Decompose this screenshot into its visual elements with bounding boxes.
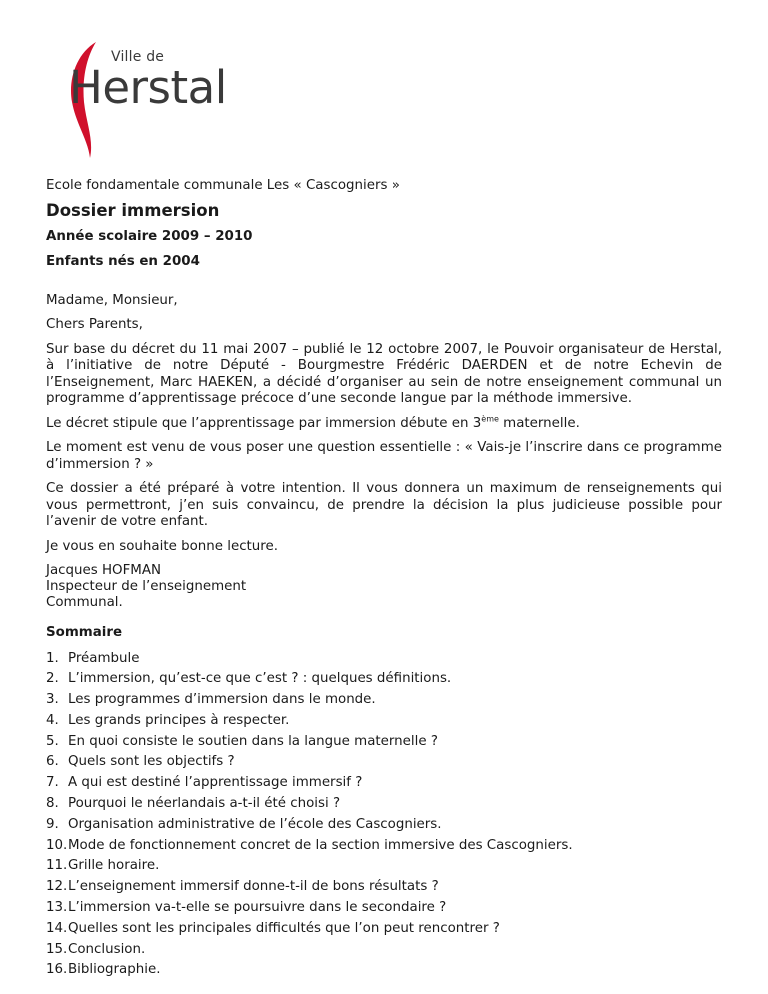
toc-item xyxy=(46,671,722,687)
document-body xyxy=(46,178,722,983)
toc-number: 7. xyxy=(46,775,59,791)
toc-number: 15. xyxy=(46,941,68,957)
school-year: Année scolaire 2009 – 2010 xyxy=(46,228,253,244)
logo-small-text: Ville de xyxy=(111,49,165,65)
toc-text: Les programmes d’immersion dans le monde. xyxy=(68,692,376,708)
toc-item xyxy=(46,962,722,978)
table-of-contents xyxy=(46,651,722,979)
toc-text: Mode de fonctionnement concret de la section immersive des Cascogniers. xyxy=(68,837,573,853)
toc-item xyxy=(46,734,722,750)
toc-text: A qui est destiné l’apprentissage immersif ? xyxy=(68,775,363,791)
toc-number: 11. xyxy=(46,858,68,874)
toc-number: 5. xyxy=(46,733,59,749)
toc-item xyxy=(46,900,722,916)
toc-text: L’immersion va-t-elle se poursuivre dans le secondaire ? xyxy=(68,900,447,916)
toc-number: 16. xyxy=(46,962,68,978)
toc-item xyxy=(46,692,722,708)
school-name: Ecole fondamentale communale Les « Cascogniers » xyxy=(46,178,400,193)
toc-number: 2. xyxy=(46,671,59,687)
paragraph-question: Le moment est venu de vous poser une question essentielle : « Vais-je l’inscrire dans ce programme d’immersion ? » xyxy=(46,440,722,472)
children-year: Enfants nés en 2004 xyxy=(46,254,200,269)
toc-item xyxy=(46,942,722,958)
superscript-eme: ème xyxy=(481,414,499,424)
paragraph-dossier: Ce dossier a été préparé à votre intention. Il vous donnera un maximum de renseignements qui vous permettront, j’en suis convaincu, de prendre la décision la plus judicieuse possible pour l’avenir de votre enfant. xyxy=(46,481,722,529)
toc-text: L’immersion, qu’est-ce que c’est ? : quelques définitions. xyxy=(68,671,452,687)
toc-text: Organisation administrative de l’école des Cascogniers. xyxy=(68,816,442,832)
toc-text: Préambule xyxy=(68,650,140,666)
toc-item xyxy=(46,775,722,791)
toc-number: 13. xyxy=(46,900,68,916)
toc-number: 12. xyxy=(46,879,68,895)
toc-number: 4. xyxy=(46,712,59,728)
toc-text: L’enseignement immersif donne-t-il de bons résultats ? xyxy=(68,879,439,895)
toc-item xyxy=(46,713,722,729)
toc-text: Conclusion. xyxy=(68,941,146,957)
toc-number: 1. xyxy=(46,650,59,666)
paragraph-start xyxy=(46,416,722,433)
toc-item xyxy=(46,796,722,812)
signature-role: Inspecteur de l’enseignement xyxy=(46,579,247,594)
toc-number: 9. xyxy=(46,816,59,832)
toc-number: 14. xyxy=(46,920,68,936)
toc-item xyxy=(46,838,722,854)
salutation-2: Chers Parents, xyxy=(46,317,143,332)
toc-item xyxy=(46,921,722,937)
logo-big-text: Herstal xyxy=(69,61,227,114)
toc-text: Quels sont les objectifs ? xyxy=(68,754,235,770)
paragraph-start-text: Le décret stipule que l’apprentissage par immersion débute en 3 xyxy=(46,415,482,431)
paragraph-start-end: maternelle. xyxy=(498,415,580,431)
signature-block xyxy=(46,563,722,611)
toc-text: Quelles sont les principales difficultés que l’on peut rencontrer ? xyxy=(68,920,500,936)
toc-text: Les grands principes à respecter. xyxy=(68,712,290,728)
salutation-1: Madame, Monsieur, xyxy=(46,292,178,308)
toc-item xyxy=(46,858,722,874)
toc-item xyxy=(46,754,722,770)
page-title: Dossier immersion xyxy=(46,200,220,220)
herstal-logo xyxy=(38,40,227,160)
signature-name: Jacques HOFMAN xyxy=(46,563,162,578)
toc-number: 8. xyxy=(46,796,59,812)
paragraph-decree: Sur base du décret du 11 mai 2007 – publié le 12 octobre 2007, le Pouvoir organisateur de Herstal, à l’initiative de notre Député - Bourgmestre Frédéric DAERDEN et de notre Echevin de l’Enseignement, Marc HAEKEN, a décidé d’organiser au sein de notre enseignement communal un programme d’apprentissage précoce d’une seconde langue par la méthode immersive. xyxy=(46,341,722,406)
signature-role-2: Communal. xyxy=(46,595,123,610)
toc-text: En quoi consiste le soutien dans la langue maternelle ? xyxy=(68,733,438,749)
toc-item xyxy=(46,817,722,833)
toc-item xyxy=(46,651,722,667)
toc-item xyxy=(46,879,722,895)
toc-title: Sommaire xyxy=(46,625,123,640)
toc-number: 10. xyxy=(46,837,68,853)
paragraph-reading: Je vous en souhaite bonne lecture. xyxy=(46,538,279,554)
toc-number: 6. xyxy=(46,754,59,770)
toc-number: 3. xyxy=(46,692,59,708)
toc-text: Bibliographie. xyxy=(68,962,161,978)
toc-text: Pourquoi le néerlandais a-t-il été choisi ? xyxy=(68,796,341,812)
toc-text: Grille horaire. xyxy=(68,858,160,874)
